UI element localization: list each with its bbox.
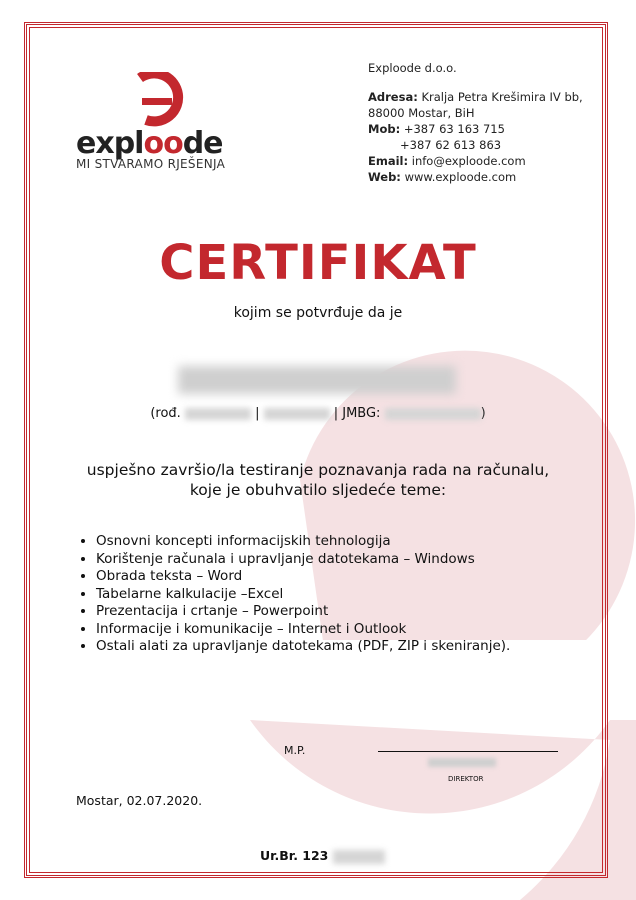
certificate-title: CERTIFIKAT (159, 235, 477, 291)
separator: | (255, 406, 260, 421)
birth-info (0, 406, 636, 421)
redacted-jmbg (385, 408, 481, 420)
address-label: Adresa: (368, 90, 418, 104)
topic-item: • Osnovni koncepti informacijskih tehnologija (96, 533, 510, 551)
web-label: Web: (368, 170, 401, 184)
completion-statement: uspješno završio/la testiranje poznavanja rada na računalu, koje je obuhvatilo sljedeće teme: (86, 461, 550, 499)
ref-label: Ur.Br. 123 (260, 848, 329, 863)
certificate-subtitle: kojim se potvrđuje da je (233, 305, 403, 321)
redacted-name (178, 366, 456, 394)
address-line2: 88000 Mostar, BiH (368, 106, 475, 120)
email-label: Email: (368, 154, 409, 168)
redacted-dob (185, 408, 251, 420)
redacted-director-name (428, 758, 496, 767)
stamp-label: M.P. (284, 744, 306, 757)
topic-item: • Prezentacija i crtanje – Powerpoint (96, 603, 510, 621)
mob2: +387 62 613 863 (400, 138, 502, 152)
topic-item: • Informacije i komunikacije – Internet i Outlook (96, 621, 510, 639)
logo-e-icon (132, 72, 184, 132)
company-name: Exploode d.o.o. (368, 61, 457, 75)
address-line1: Kralja Petra Krešimira IV bb, (421, 90, 583, 104)
reference-number (260, 848, 385, 864)
topics-list (76, 533, 510, 656)
redacted-ref (333, 850, 385, 864)
issue-date: Mostar, 02.07.2020. (76, 793, 203, 808)
director-label: DIREKTOR (448, 775, 484, 783)
topic-item: • Korištenje računala i upravljanje datotekama – Windows (96, 551, 510, 569)
redacted-place (264, 408, 330, 420)
dob-prefix: (rođ. (150, 406, 181, 421)
logo-text: exploode (76, 126, 223, 161)
topic-item: • Ostali alati za upravljanje datotekama (PDF, ZIP i skeniranje). (96, 638, 510, 656)
web: www.exploode.com (404, 170, 517, 184)
signature-line (378, 741, 558, 752)
topic-item: • Obrada teksta – Word (96, 568, 510, 586)
email: info@exploode.com (411, 154, 526, 168)
dob-suffix: ) (480, 406, 486, 421)
mob-label: Mob: (368, 122, 401, 136)
mob1: +387 63 163 715 (403, 122, 505, 136)
logo-tagline: MI STVARAMO RJEŠENJA (76, 157, 226, 171)
company-info (368, 60, 583, 185)
jmbg-label: | JMBG: (333, 406, 381, 421)
topic-item: • Tabelarne kalkulacije –Excel (96, 586, 510, 604)
